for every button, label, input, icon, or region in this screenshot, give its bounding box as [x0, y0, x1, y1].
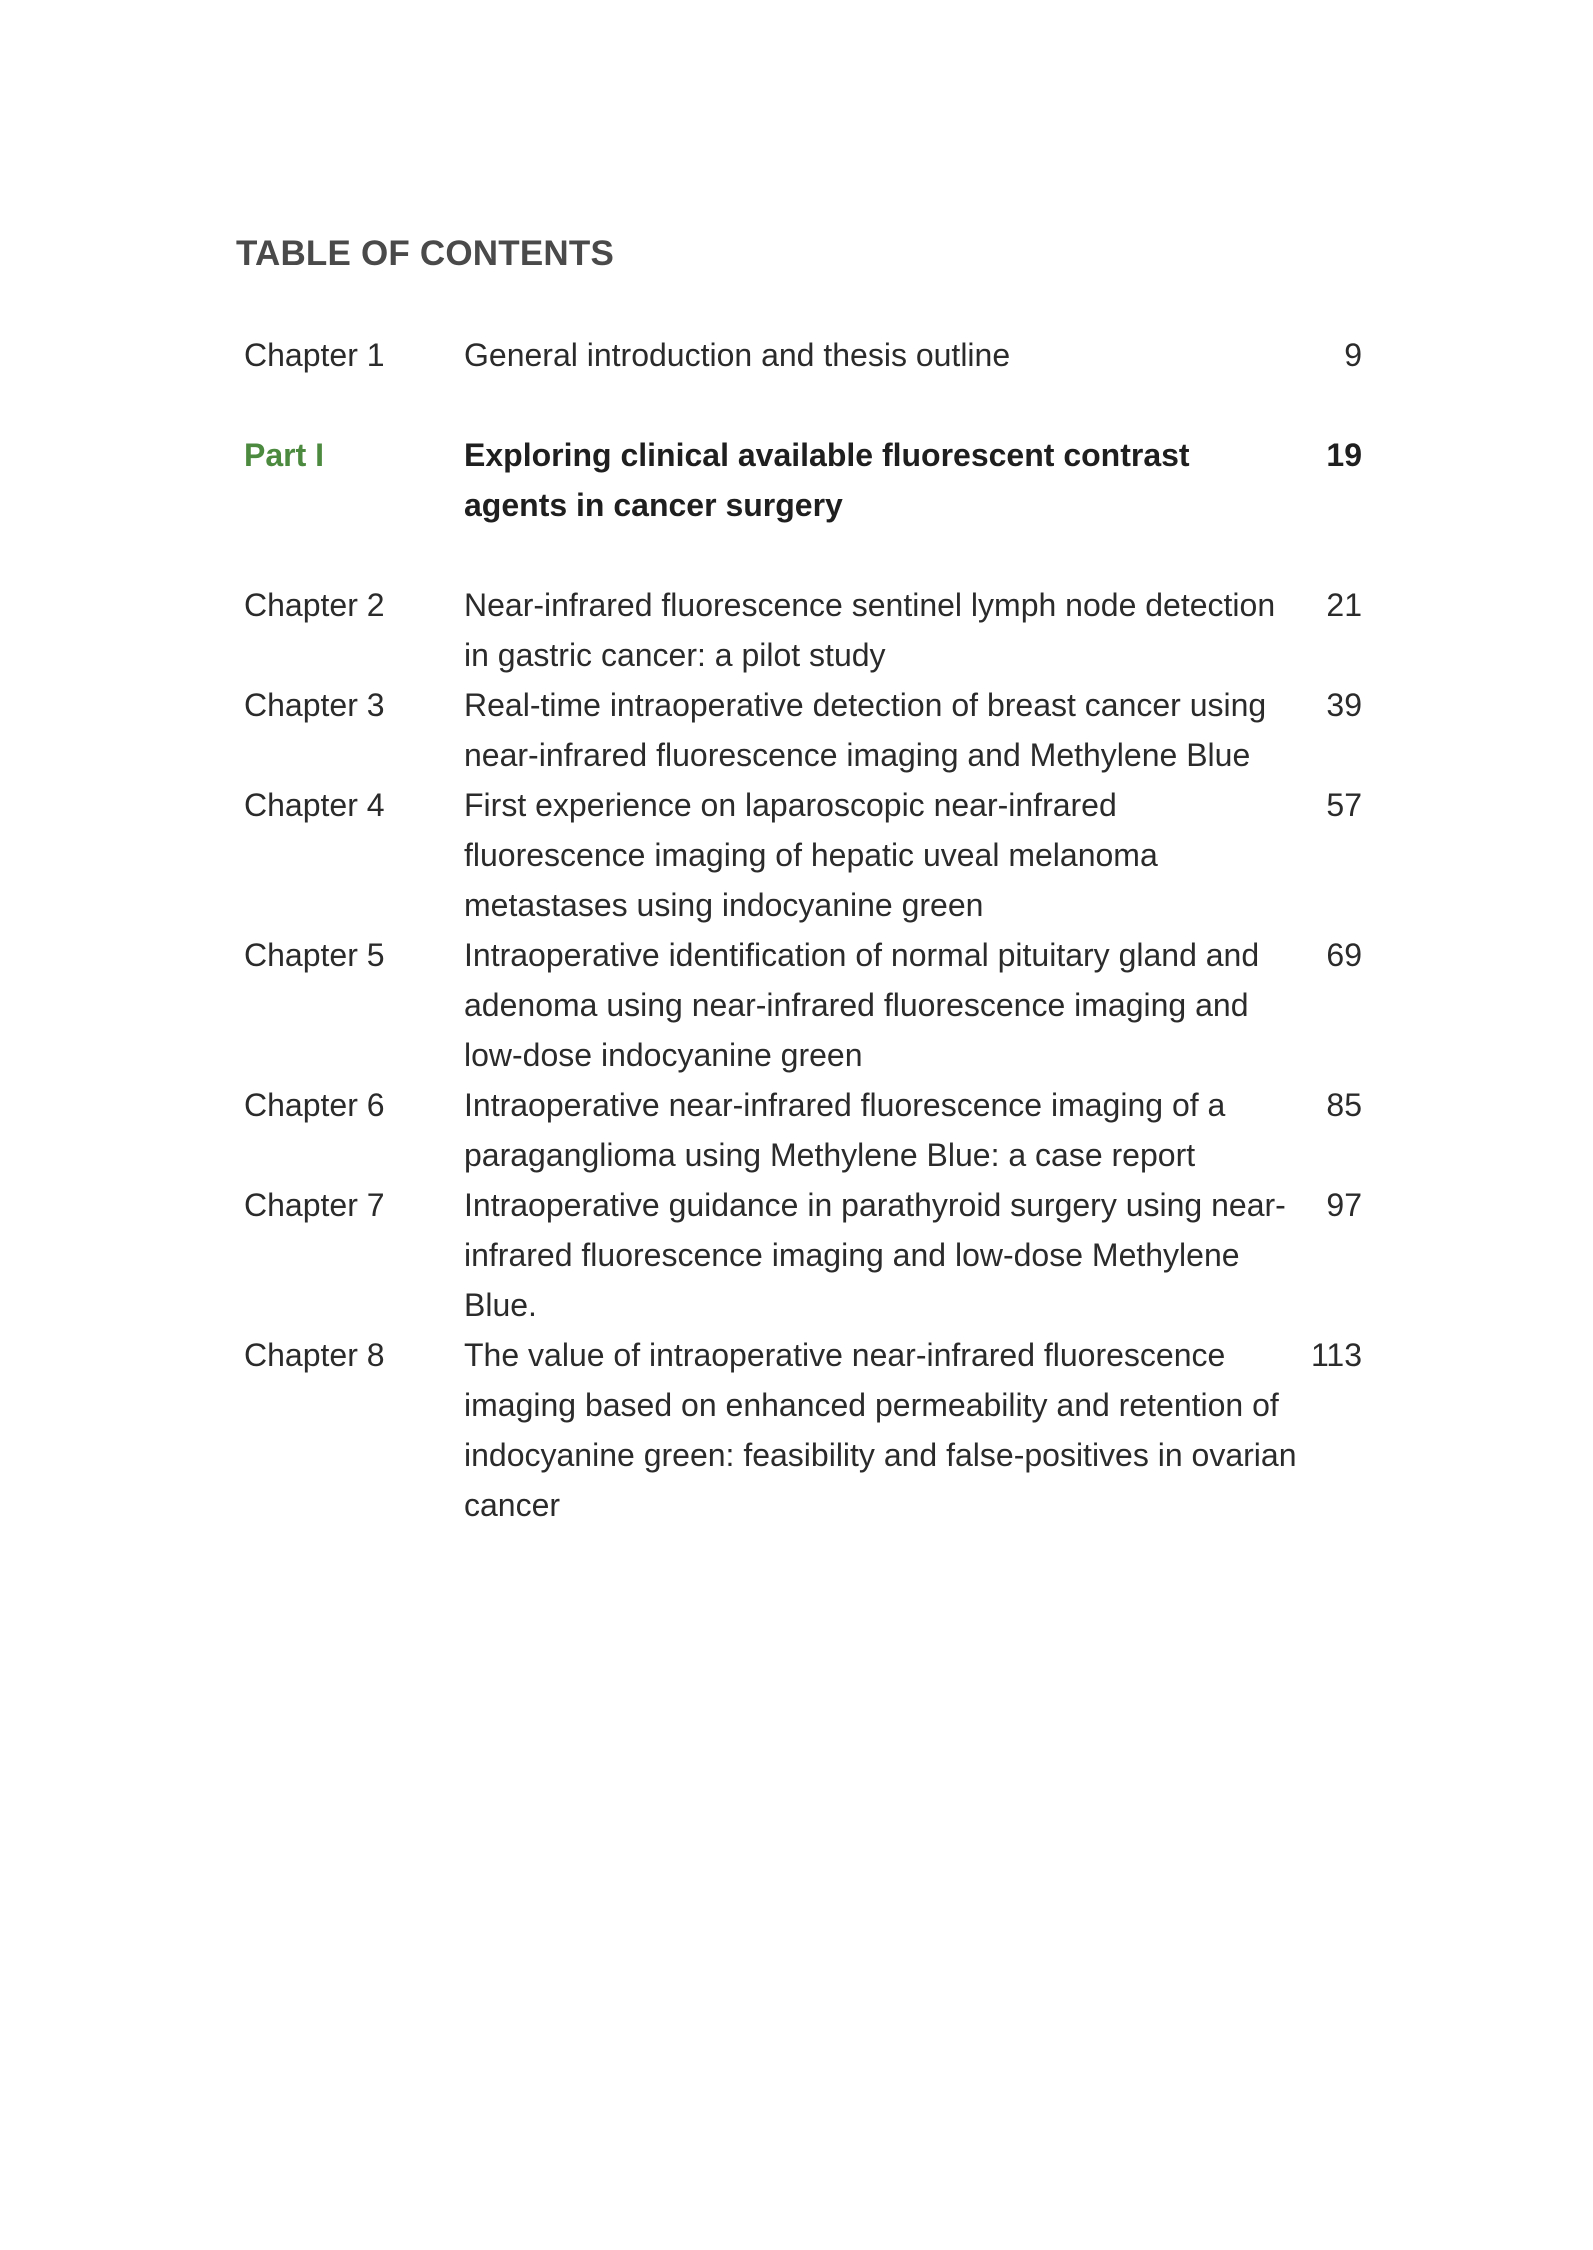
- toc-entry-title: Real-time intraoperative detection of breast cancer using near-infrared fluorescence imaging and Methylene Blue: [464, 687, 1267, 773]
- toc-entry-page: 113: [1310, 1337, 1362, 1373]
- toc-entry-page: 97: [1326, 1187, 1362, 1223]
- toc-entry-chapter-8: [244, 1330, 1362, 1530]
- toc-entry-title: Near-infrared fluorescence sentinel lymph node detection in gastric cancer: a pilot study: [464, 587, 1276, 673]
- toc-entry-title: First experience on laparoscopic near-infrared fluorescence imaging of hepatic uveal melanoma metastases using indocyanine green: [464, 787, 1158, 923]
- toc-entry-label: Chapter 8: [244, 1337, 385, 1373]
- toc-entry-chapter-1: [244, 330, 1362, 380]
- toc-heading: TABLE OF CONTENTS: [236, 234, 615, 273]
- toc-entry-title: Exploring clinical available fluorescent contrast agents in cancer surgery: [464, 437, 1190, 523]
- toc-entry-page: 39: [1326, 687, 1362, 723]
- toc-entry-page: 69: [1326, 937, 1362, 973]
- toc-entry-label: Chapter 4: [244, 787, 385, 823]
- toc-entry-label: Chapter 6: [244, 1087, 385, 1123]
- toc-entry-chapter-2: [244, 580, 1362, 680]
- toc-entry-title: Intraoperative near-infrared fluorescence imaging of a paraganglioma using Methylene Blue: a case report: [464, 1087, 1226, 1173]
- toc-entry-part-1: [244, 430, 1362, 530]
- toc-entry-label: Chapter 5: [244, 937, 385, 973]
- toc-entry-label: Chapter 3: [244, 687, 385, 723]
- toc-entry-page: 57: [1326, 787, 1362, 823]
- toc-entry-title: The value of intraoperative near-infrared fluorescence imaging based on enhanced permeability and retention of indocyanine green: feasibility and false-positives in ovarian cancer: [464, 1337, 1297, 1523]
- toc-entry-title: General introduction and thesis outline: [464, 337, 1011, 373]
- toc-entry-page: 9: [1344, 337, 1362, 373]
- toc-entry-chapter-7: [244, 1180, 1362, 1330]
- toc-entry-label: Chapter 1: [244, 337, 385, 373]
- toc-entry-page: 85: [1326, 1087, 1362, 1123]
- toc-entry-page: 21: [1326, 587, 1362, 623]
- toc-entry-chapter-3: [244, 680, 1362, 780]
- toc-entry-page: 19: [1326, 437, 1362, 473]
- toc-entry-chapter-6: [244, 1080, 1362, 1180]
- table-of-contents: [244, 330, 1362, 1530]
- toc-entry-label: Chapter 2: [244, 587, 385, 623]
- toc-entry-chapter-4: [244, 780, 1362, 930]
- toc-entry-title: Intraoperative guidance in parathyroid surgery using near-infrared fluorescence imaging and low-dose Methylene Blue.: [464, 1187, 1286, 1323]
- toc-entry-label: Part I: [244, 437, 325, 473]
- toc-entry-label: Chapter 7: [244, 1187, 385, 1223]
- toc-entry-chapter-5: [244, 930, 1362, 1080]
- toc-entry-title: Intraoperative identification of normal pituitary gland and adenoma using near-infrared fluorescence imaging and low-dose indocyanine green: [464, 937, 1260, 1073]
